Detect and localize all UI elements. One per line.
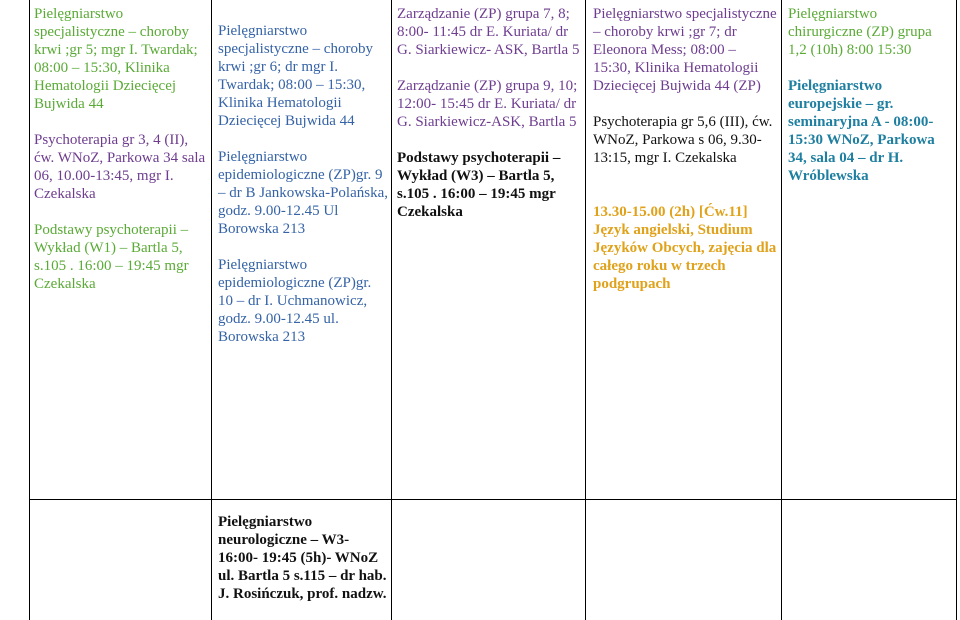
class-entry-psychotherapy-gr34: Psychoterapia gr 3, 4 (II), ćw. WNoZ, Parkowa 34 sala 06, 10.00-13:45, mgr I. Czekalska	[34, 132, 206, 202]
row-divider	[29, 499, 957, 500]
cell-col3-top	[397, 5, 581, 221]
column-divider	[29, 0, 30, 620]
class-entry-psychotherapy-gr56: Psychoterapia gr 5,6 (III), ćw. WNoZ, Parkowa s 06, 9.30-13:15, mgr I. Czekalska	[593, 114, 773, 166]
class-entry-psychotherapy-lecture-w1: Podstawy psychoterapii – Wykład (W1) – Bartla 5, s.105 . 16:00 – 19:45 mgr Czekalska	[34, 222, 189, 292]
class-entry-english-language: 13.30-15.00 (2h) [Ćw.11] Język angielski, Studium Języków Obcych, zajęcia dla całego roku w trzech podgrupach	[593, 204, 777, 292]
column-divider	[585, 0, 586, 620]
class-entry-management-gr910: Zarządzanie (ZP) grupa 9, 10; 12:00- 15:45 dr E. Kuriata/ dr G. Siarkiewicz-ASK, Bartla 5	[397, 78, 578, 130]
cell-col1-top	[34, 5, 208, 293]
class-entry-surgical-gr12: Pielęgniarstwo chirurgiczne (ZP) grupa 1,2 (10h) 8:00 15:30	[788, 6, 932, 58]
class-entry-management-gr78: Zarządzanie (ZP) grupa 7, 8; 8:00- 11:45 dr E. Kuriata/ dr G. Siarkiewicz- ASK, Bartla 5	[397, 6, 580, 58]
cell-col4-top	[593, 5, 777, 293]
column-divider	[211, 0, 212, 620]
class-entry-hematology-gr6: Pielęgniarstwo specjalistyczne – choroby krwi ;gr 6; dr mgr I. Twardak; 08:00 – 15:30, Klinika Hematologii Dziecięcej Bujwida 44	[218, 23, 373, 129]
cell-col2-top	[218, 22, 388, 346]
class-entry-neurology-w3: Pielęgniarstwo neurologiczne – W3- 16:00- 19:45 (5h)- WNoZ ul. Bartla 5 s.115 – dr hab. J. Rosińczuk, prof. nadzw.	[218, 514, 387, 602]
class-entry-epidemiology-gr10: Pielęgniarstwo epidemiologiczne (ZP)gr. 10 – dr I. Uchmanowicz, godz. 9.00-12.45 ul. Borowska 213	[218, 257, 372, 345]
cell-col2-bottom	[218, 513, 388, 603]
cell-col5-top	[788, 5, 953, 185]
class-entry-hematology-gr7: Pielęgniarstwo specjalistyczne – choroby krwi ;gr 7; dr Eleonora Mess; 08:00 – 15:30, Klinika Hematologii Dziecięcej Bujwida 44 (ZP)	[593, 6, 777, 94]
column-divider	[391, 0, 392, 620]
class-entry-epidemiology-gr9: Pielęgniarstwo epidemiologiczne (ZP)gr. 9 – dr B Jankowska-Polańska, godz. 9.00-12.45 Ul Borowska 213	[218, 149, 388, 237]
class-entry-european-nursing: Pielęgniarstwo europejskie – gr. seminaryjna A - 08:00-15:30 WNoZ, Parkowa 34, sala 04 – dr H. Wróblewska	[788, 78, 935, 184]
column-divider	[956, 0, 957, 620]
class-entry-psychotherapy-lecture-w3: Podstawy psychoterapii – Wykład (W3) – Bartla 5, s.105 . 16:00 – 19:45 mgr Czekalska	[397, 150, 561, 220]
class-entry-hematology-gr5: Pielęgniarstwo specjalistyczne – choroby krwi ;gr 5; mgr I. Twardak; 08:00 – 15:30, Klinika Hematologii Dziecięcej Bujwida 44	[34, 6, 198, 112]
column-divider	[781, 0, 782, 620]
